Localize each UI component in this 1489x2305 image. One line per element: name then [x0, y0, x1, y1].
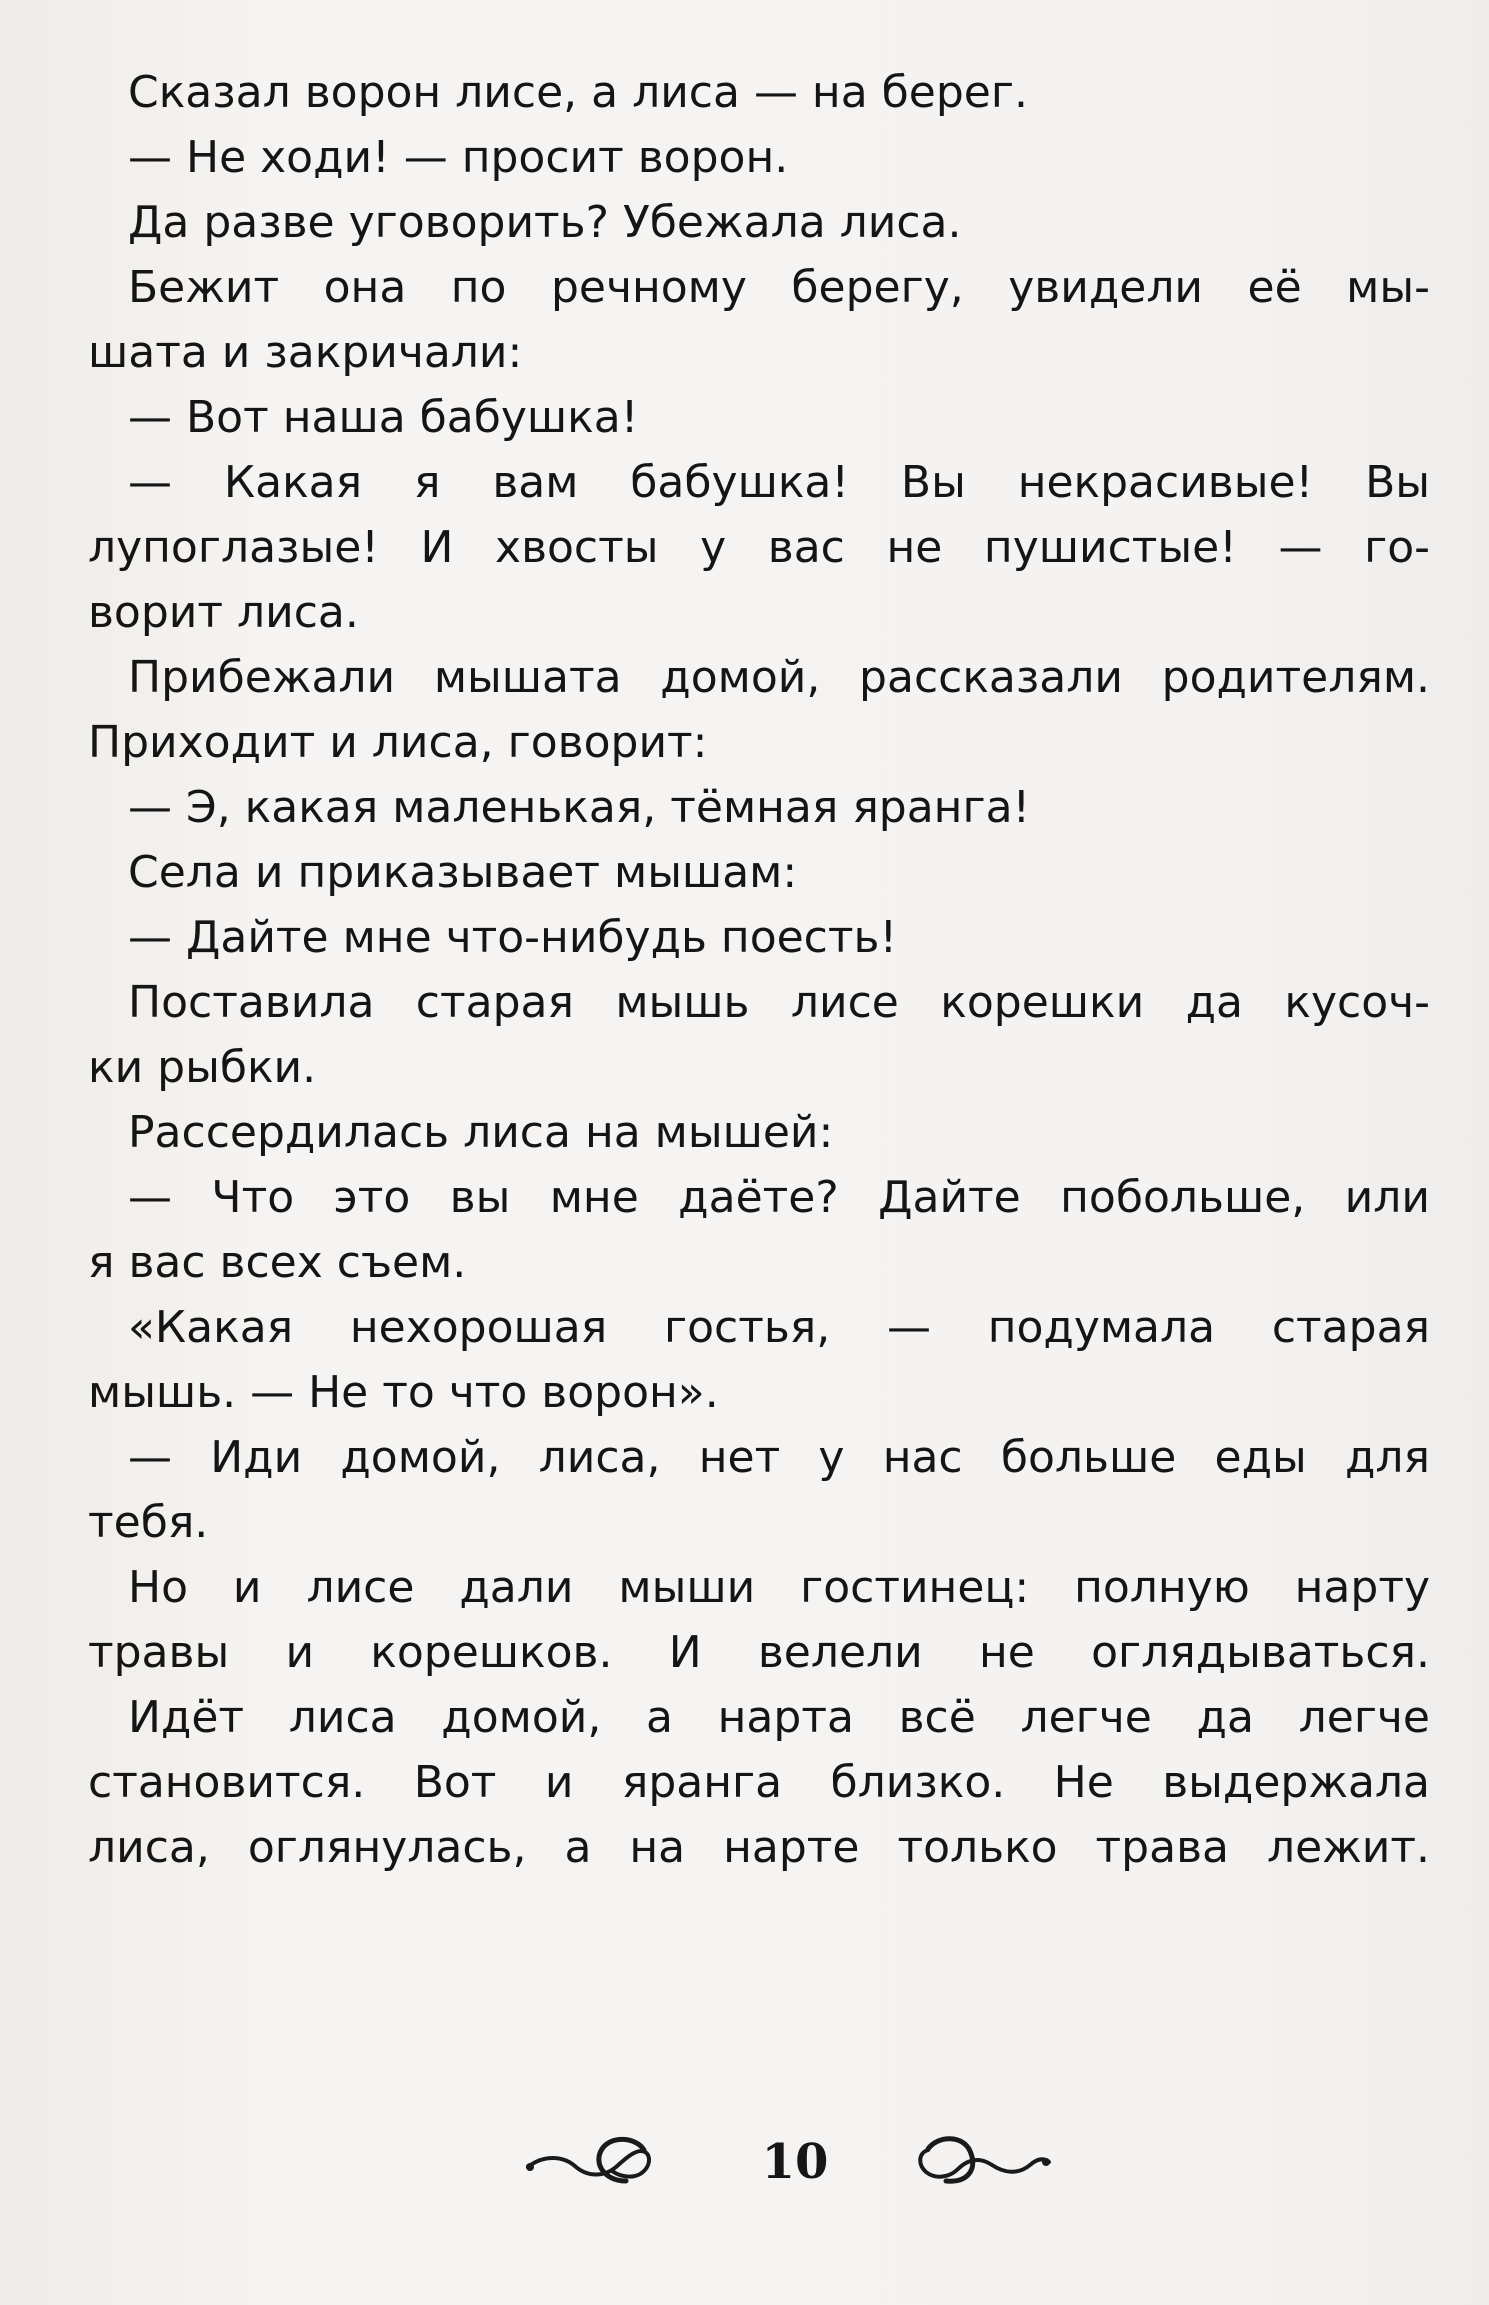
page-number: 10: [761, 2134, 829, 2190]
text-line: — Иди домой, лиса, нет у нас больше еды для: [128, 1432, 1430, 1483]
text-line: тебя.: [88, 1497, 209, 1548]
text-line: Рассердилась лиса на мышей:: [128, 1107, 834, 1158]
text-line: ворит лиса.: [88, 587, 359, 638]
text-line: мышь. — Не то что ворон».: [88, 1367, 719, 1418]
decorative-swirl-left-icon: [518, 2125, 658, 2195]
story-text: [88, 60, 1430, 1880]
text-line: лупоглазые! И хвосты у вас не пушистые! — го-: [88, 522, 1430, 573]
text-line: Да разве уговорить? Убежала лиса.: [128, 197, 962, 248]
text-line: шата и закричали:: [88, 327, 523, 378]
text-line: — Какая я вам бабушка! Вы некрасивые! Вы: [128, 457, 1430, 508]
text-line: Но и лисе дали мыши гостинец: полную нарту: [128, 1562, 1430, 1613]
text-line: — Не ходи! — просит ворон.: [128, 132, 789, 183]
text-line: я вас всех съем.: [88, 1237, 467, 1288]
text-line: лиса, оглянулась, а на нарте только трава лежит.: [88, 1822, 1430, 1873]
text-line: Приходит и лиса, говорит:: [88, 717, 708, 768]
text-line: — Что это вы мне даёте? Дайте побольше, или: [128, 1172, 1430, 1223]
text-line: становится. Вот и яранга близко. Не выдержала: [88, 1757, 1430, 1808]
text-line: Бежит она по речному берегу, увидели её мы-: [128, 262, 1430, 313]
text-line: ки рыбки.: [88, 1042, 317, 1093]
text-line: Прибежали мышата домой, рассказали родителям.: [128, 652, 1430, 703]
text-line: «Какая нехорошая гостья, — подумала старая: [128, 1302, 1430, 1353]
text-line: — Вот наша бабушка!: [128, 392, 639, 443]
text-line: Поставила старая мышь лисе корешки да кусоч-: [128, 977, 1430, 1028]
text-line: — Дайте мне что-нибудь поесть!: [128, 912, 898, 963]
decorative-swirl-right-icon: [906, 2125, 1056, 2195]
text-line: Сказал ворон лисе, а лиса — на берег.: [128, 67, 1028, 118]
text-line: Села и приказывает мышам:: [128, 847, 798, 898]
text-line: — Э, какая маленькая, тёмная яранга!: [128, 782, 1031, 833]
text-line: травы и корешков. И велели не оглядываться.: [88, 1627, 1430, 1678]
text-line: Идёт лиса домой, а нарта всё легче да легче: [128, 1692, 1430, 1743]
